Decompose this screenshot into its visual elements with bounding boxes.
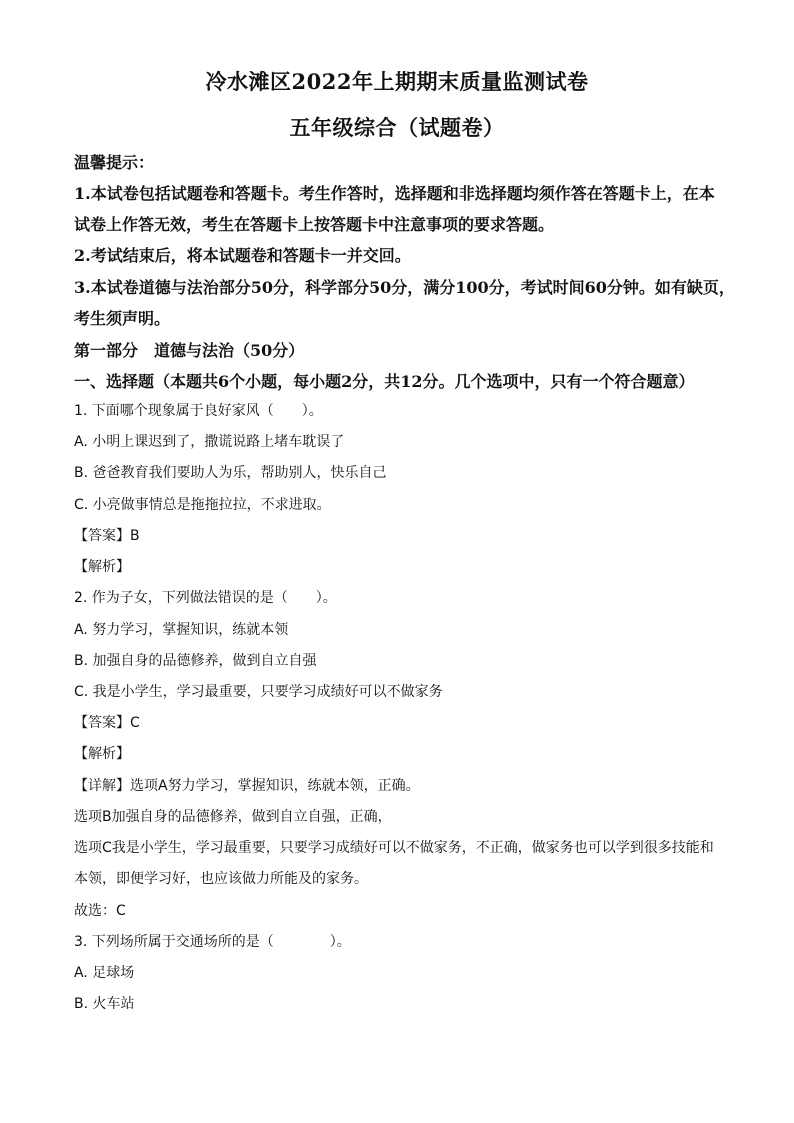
- question-2-option-a: A. 努力学习，掌握知识，练就本领: [74, 622, 289, 638]
- notice-item-1-line-2: 试卷上作答无效，考生在答题卡上按答题卡中注意事项的要求答题。: [74, 215, 555, 234]
- notice-item-2: 2.考试结束后，将本试题卷和答题卡一并交回。: [74, 246, 411, 265]
- question-3-option-a: A. 足球场: [74, 965, 135, 981]
- notice-item-3-line-2: 考生须声明。: [74, 309, 171, 328]
- part-heading: 第一部分 道德与法治（50分）: [74, 341, 305, 360]
- question-2-option-b: B. 加强自身的品德修养，做到自立自强: [74, 653, 317, 669]
- section-heading: 一、选择题（本题共6个小题，每小题2分，共12分。几个选项中，只有一个符合题意）: [74, 372, 695, 391]
- question-3-stem: 3. 下列场所属于交通场所的是（ ）。: [74, 934, 351, 950]
- question-1-stem: 1. 下面哪个现象属于良好家风（ ）。: [74, 403, 323, 419]
- question-1-option-c: C. 小亮做事情总是拖拖拉拉，不求进取。: [74, 497, 331, 513]
- question-2-detail-4: 本领，即便学习好，也应该做力所能及的家务。: [74, 871, 368, 887]
- question-2-analysis: 【解析】: [74, 746, 130, 762]
- question-1-analysis: 【解析】: [74, 559, 130, 575]
- exam-subtitle: 五年级综合（试题卷）: [289, 115, 505, 140]
- question-2-detail-3: 选项C我是小学生，学习最重要，只要学习成绩好可以不做家务，不正确，做家务也可以学到很多技能和: [74, 840, 714, 856]
- question-2-choice: 故选：C: [74, 903, 126, 919]
- notice-heading: 温馨提示：: [74, 153, 155, 172]
- question-1-option-a: A. 小明上课迟到了，撒谎说路上堵车耽误了: [74, 434, 345, 450]
- question-2-answer: 【答案】C: [74, 715, 140, 731]
- exam-title: 冷水滩区2022年上期期末质量监测试卷: [205, 69, 589, 94]
- question-1-option-b: B. 爸爸教育我们要助人为乐，帮助别人，快乐自己: [74, 465, 387, 481]
- question-1-answer: 【答案】B: [74, 528, 140, 544]
- notice-item-1-line-1: 1.本试卷包括试题卷和答题卡。考生作答时，选择题和非选择题均须作答在答题卡上，在本: [74, 184, 715, 203]
- notice-item-3-line-1: 3.本试卷道德与法治部分50分，科学部分50分，满分100分，考试时间60分钟。如有缺页，: [74, 278, 735, 297]
- question-2-detail-2: 选项B加强自身的品德修养，做到自立自强，正确，: [74, 809, 392, 825]
- question-2-option-c: C. 我是小学生，学习最重要，只要学习成绩好可以不做家务: [74, 684, 443, 700]
- question-3-option-b: B. 火车站: [74, 996, 135, 1012]
- question-2-stem: 2. 作为子女，下列做法错误的是（ ）。: [74, 590, 337, 606]
- question-2-detail-1: 【详解】选项A努力学习，掌握知识，练就本领，正确。: [74, 778, 420, 794]
